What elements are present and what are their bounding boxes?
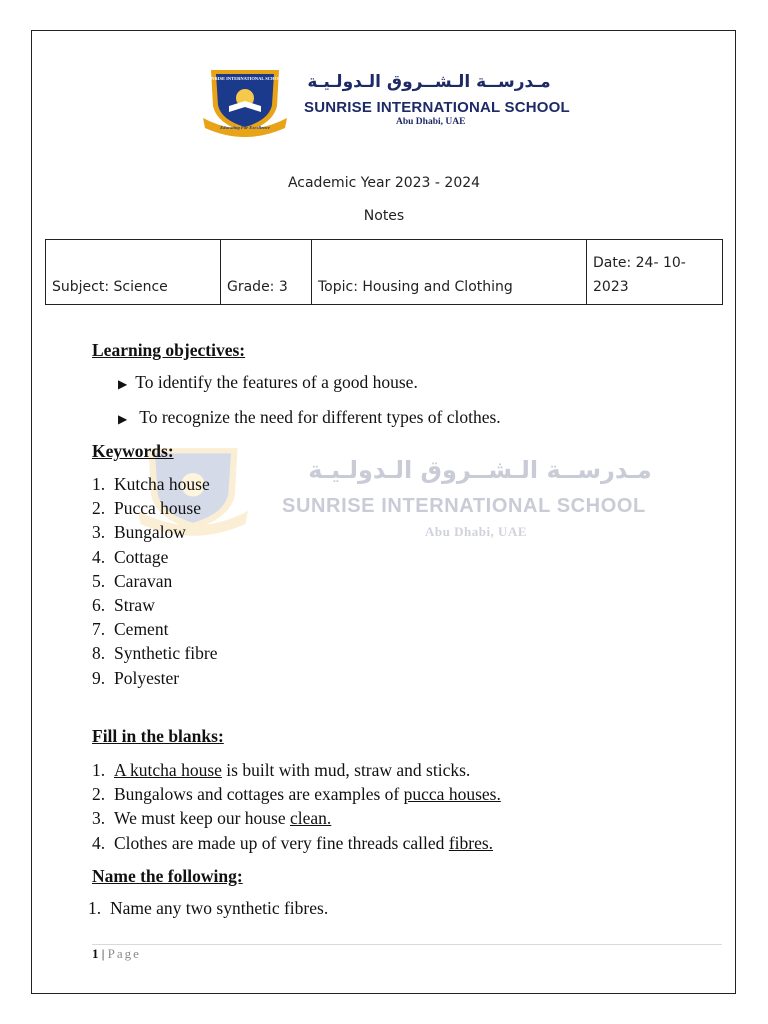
triangle-bullet-icon: ▶ [118,377,128,391]
answer-text: pucca houses. [403,784,501,805]
fill-blanks-heading: Fill in the blanks: [92,726,224,746]
page-footer: 1 | Page [92,946,141,961]
objective-item: ▶ To recognize the need for different types of clothes. [118,407,501,427]
list-item: 7. Cement [92,619,169,640]
date-line-1: Date: 24- 10- [593,255,686,271]
grade-cell: Grade: 3 [221,240,312,305]
fill-blanks-list [92,758,501,855]
list-item: 3. We must keep our house clean. [92,808,332,829]
watermark-location: Abu Dhabi, UAE [425,524,528,539]
subject-cell: Subject: Science [46,240,221,305]
school-location: Abu Dhabi, UAE [396,117,466,127]
page-label: Page [107,946,141,961]
crest-top-text: SUNRISE INTERNATIONAL SCHOOL [205,76,285,81]
keywords-heading: Keywords: [92,441,174,461]
objectives-heading: Learning objectives: [92,340,246,360]
academic-year: Academic Year 2023 - 2024 [287,175,481,191]
objective-item: ▶ To identify the features of a good house. [118,372,418,392]
list-item: 1. A kutcha house is built with mud, straw and sticks. [92,760,471,780]
list-item: 8. Synthetic fibre [92,643,218,664]
triangle-bullet-icon: ▶ [118,412,128,426]
list-item: 2. Bungalows and cottages are examples of pucca houses. [92,784,501,805]
document-type: Notes [363,208,405,224]
school-crest-logo [203,66,287,138]
crest-motto: Educating For Excellence [220,125,270,130]
list-item: 1. Name any two synthetic fibres. [88,898,329,918]
list-item: 4. Clothes are made up of very fine threads called fibres. [92,832,494,853]
school-name: SUNRISE INTERNATIONAL SCHOOL [304,99,570,116]
list-item: 6. Straw [92,594,155,615]
list-item: 2. Pucca house [92,498,201,519]
footer-divider [92,944,722,945]
date-line-2: 2023 [593,279,629,295]
watermark-school-name: SUNRISE INTERNATIONAL SCHOOL [282,495,646,517]
answer-text: A kutcha house [114,760,222,780]
topic-cell: Topic: Housing and Clothing [312,240,587,305]
date-cell [587,240,723,305]
answer-text: fibres. [448,832,494,853]
watermark-arabic: مـدرســة الـشــروق الـدولـيـة [308,456,652,484]
list-item: 5. Caravan [92,570,173,591]
list-item: 3. Bungalow [92,522,186,543]
answer-text: clean. [289,808,332,829]
page-number: 1 [92,946,99,961]
list-item: 9. Polyester [92,667,180,688]
keywords-list [92,472,218,690]
school-name-arabic: مـدرســة الـشــروق الـدولـيـة [307,72,551,92]
list-item: 4. Cottage [92,546,169,567]
list-item: 1. Kutcha house [92,474,210,494]
info-table [45,239,723,305]
name-following-heading: Name the following: [92,866,243,886]
